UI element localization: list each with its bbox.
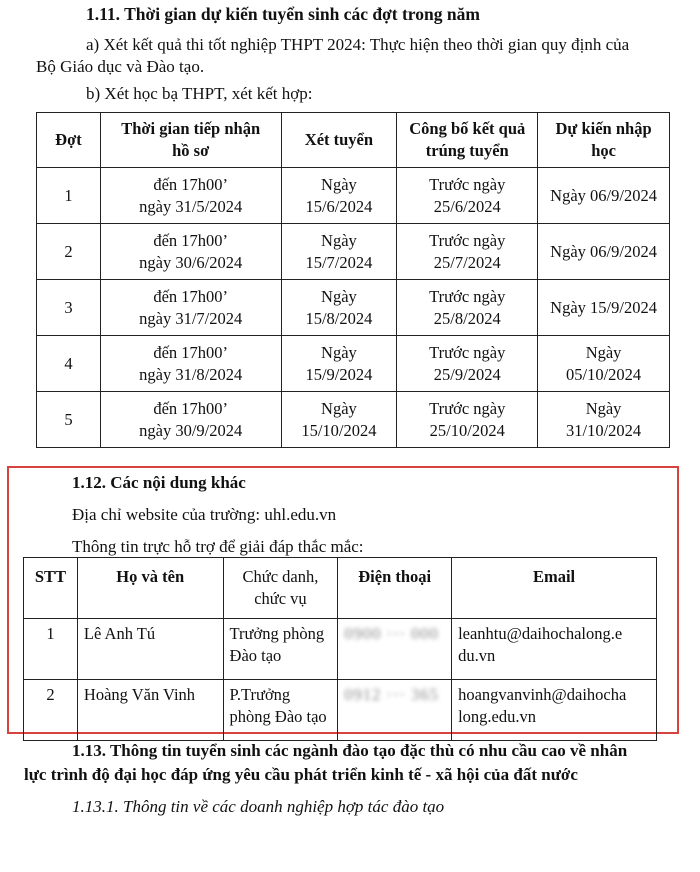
- cell-stt: 1: [24, 619, 78, 680]
- redacted-phone: 0900 ··· 000: [344, 624, 439, 643]
- cell-chuc-danh: P.Trưởng phòng Đào tạo: [223, 680, 338, 741]
- header-cong-bo: Công bố kết quả trúng tuyển: [397, 113, 538, 168]
- header-stt: STT: [24, 558, 78, 619]
- table-header-row: [24, 558, 657, 619]
- header-thoi-gian: Thời gian tiếp nhận hồ sơ: [100, 113, 281, 168]
- header-dien-thoai: Điện thoại: [338, 558, 452, 619]
- cell-cong-bo: Trước ngày 25/9/2024: [397, 336, 538, 392]
- table-row: [24, 619, 657, 680]
- support-intro: Thông tin trực hỗ trợ để giải đáp thắc mắc:: [72, 537, 364, 556]
- header-ho-ten: Họ và tên: [77, 558, 223, 619]
- cell-nhap-hoc: Ngày 06/9/2024: [538, 224, 670, 280]
- table-row: [37, 336, 670, 392]
- cell-email[interactable]: leanhtu@daihochalong.e du.vn: [452, 619, 657, 680]
- cell-dien-thoai: [338, 680, 452, 741]
- section-1-13-1-heading: 1.13.1. Thông tin về các doanh nghiệp hợp tác đào tạo: [72, 797, 445, 816]
- cell-nhap-hoc: Ngày 31/10/2024: [538, 392, 670, 448]
- header-email: Email: [452, 558, 657, 619]
- header-xet-tuyen: Xét tuyển: [281, 113, 397, 168]
- header-du-kien: Dự kiến nhập học: [538, 113, 670, 168]
- cell-xet-tuyen: Ngày 15/7/2024: [281, 224, 397, 280]
- section-1-11-heading: 1.11. Thời gian dự kiến tuyển sinh các đợt trong năm: [86, 4, 480, 24]
- redacted-phone: 0912 ··· 365: [344, 685, 439, 704]
- cell-dot: 1: [37, 168, 101, 224]
- cell-dot: 5: [37, 392, 101, 448]
- table-row: [37, 224, 670, 280]
- cell-nhan-ho-so: đến 17h00’ ngày 30/9/2024: [100, 392, 281, 448]
- cell-nhan-ho-so: đến 17h00’ ngày 30/6/2024: [100, 224, 281, 280]
- cell-cong-bo: Trước ngày 25/10/2024: [397, 392, 538, 448]
- para-a-line1: a) Xét kết quả thi tốt nghiệp THPT 2024: Thực hiện theo thời gian quy định của: [86, 35, 630, 54]
- cell-ho-ten: Hoàng Văn Vinh: [77, 680, 223, 741]
- cell-ho-ten: Lê Anh Tú: [77, 619, 223, 680]
- cell-nhan-ho-so: đến 17h00’ ngày 31/5/2024: [100, 168, 281, 224]
- cell-nhan-ho-so: đến 17h00’ ngày 31/8/2024: [100, 336, 281, 392]
- table-row: [37, 392, 670, 448]
- cell-email[interactable]: hoangvanvinh@daihocha long.edu.vn: [452, 680, 657, 741]
- website-line: Địa chỉ website của trường: uhl.edu.vn: [72, 505, 337, 524]
- para-a-line2: Bộ Giáo dục và Đào tạo.: [36, 57, 205, 76]
- support-contacts-table: [23, 557, 657, 741]
- table-row: [37, 168, 670, 224]
- table-header-row: [37, 113, 670, 168]
- cell-dien-thoai: [338, 619, 452, 680]
- admission-schedule-table: [36, 112, 670, 448]
- cell-dot: 3: [37, 280, 101, 336]
- section-1-13-heading-line2: lực trình độ đại học đáp ứng yêu cầu phát triển kinh tế - xã hội của đất nước: [24, 765, 578, 784]
- cell-stt: 2: [24, 680, 78, 741]
- cell-chuc-danh: Trưởng phòng Đào tạo: [223, 619, 338, 680]
- cell-nhap-hoc: Ngày 15/9/2024: [538, 280, 670, 336]
- header-chuc-danh: Chức danh, chức vụ: [223, 558, 338, 619]
- cell-xet-tuyen: Ngày 15/10/2024: [281, 392, 397, 448]
- cell-xet-tuyen: Ngày 15/9/2024: [281, 336, 397, 392]
- table-row: [24, 680, 657, 741]
- table-row: [37, 280, 670, 336]
- section-1-13-heading-line1: 1.13. Thông tin tuyển sinh các ngành đào tạo đặc thù có nhu cầu cao về nhân: [72, 741, 628, 760]
- cell-cong-bo: Trước ngày 25/8/2024: [397, 280, 538, 336]
- cell-dot: 2: [37, 224, 101, 280]
- cell-xet-tuyen: Ngày 15/6/2024: [281, 168, 397, 224]
- para-b: b) Xét học bạ THPT, xét kết hợp:: [86, 84, 313, 103]
- cell-nhan-ho-so: đến 17h00’ ngày 31/7/2024: [100, 280, 281, 336]
- cell-cong-bo: Trước ngày 25/6/2024: [397, 168, 538, 224]
- cell-dot: 4: [37, 336, 101, 392]
- section-1-12-heading: 1.12. Các nội dung khác: [72, 473, 246, 492]
- cell-xet-tuyen: Ngày 15/8/2024: [281, 280, 397, 336]
- cell-nhap-hoc: Ngày 05/10/2024: [538, 336, 670, 392]
- cell-nhap-hoc: Ngày 06/9/2024: [538, 168, 670, 224]
- cell-cong-bo: Trước ngày 25/7/2024: [397, 224, 538, 280]
- header-dot: Đợt: [37, 113, 101, 168]
